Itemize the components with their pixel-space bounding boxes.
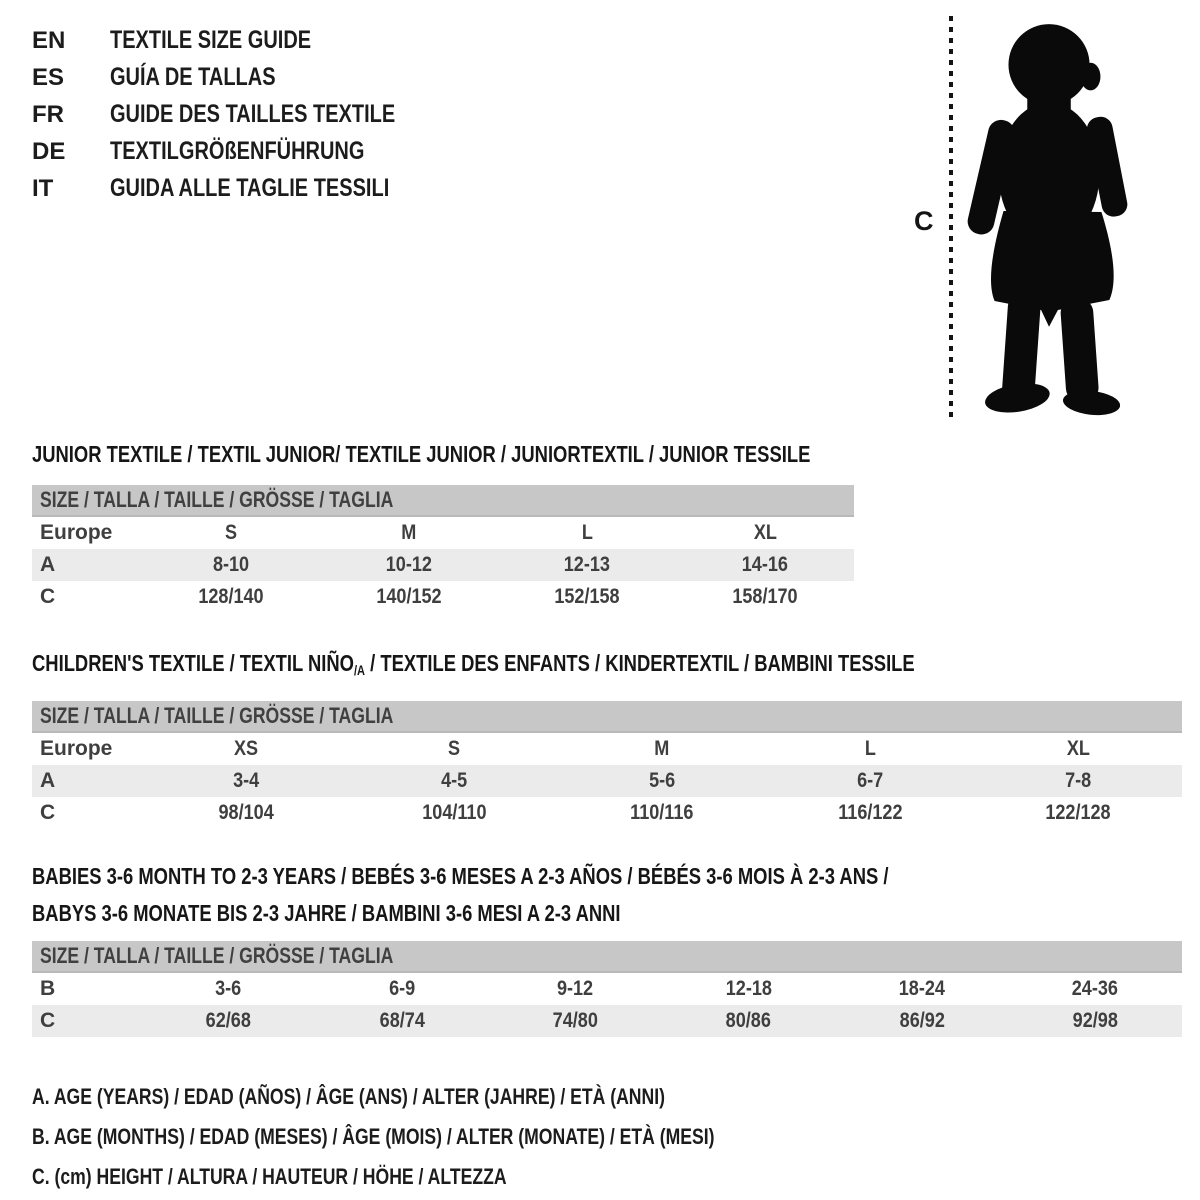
age-cell: 3-6 [215,976,242,1000]
language-row [32,133,1200,170]
age-cell: 4-5 [440,768,468,792]
language-list [32,22,1200,207]
table-row-height [32,1005,1182,1037]
height-cell: 140/152 [376,585,442,608]
size-cell: XL [1066,736,1090,760]
table-row-age [32,549,854,581]
guide-title-it: GUIDA ALLE TAGLIE TESSILI [110,174,390,202]
section-junior-textile [32,441,1200,613]
height-cell: 122/128 [1045,800,1111,824]
junior-size-table [32,485,854,613]
size-cell: M [401,521,417,544]
height-cell: 86/92 [899,1008,945,1032]
size-cell: L [581,521,593,544]
babies-size-table [32,941,1182,1037]
table-row-age-months [32,973,1182,1005]
height-cell: 116/122 [837,800,903,824]
height-cell: 128/140 [198,585,264,608]
language-row [32,59,1200,96]
row-label: A [40,553,56,576]
age-cell: 3-4 [232,768,260,792]
guide-title-es: GUÍA DE TALLAS [110,63,276,91]
children-heading: CHILDREN'S TEXTILE / TEXTIL $NIÑO_{/A}$ / TEXTILE DES ENFANTS / KINDERTEXTIL / BAMBINI TESSILE [32,650,915,678]
row-label: A [40,768,56,792]
table-row-height [32,797,1182,829]
age-cell: 10-12 [385,553,433,576]
age-cell: 18-24 [898,976,946,1000]
children-size-table [32,701,1182,829]
age-cell: 8-10 [212,553,250,576]
height-cell: 68/74 [379,1008,425,1032]
age-cell: 6-7 [856,768,884,792]
age-cell: 9-12 [557,976,594,1000]
guide-title-en: TEXTILE SIZE GUIDE [110,26,312,54]
size-cell: M [654,736,670,760]
size-cell: S [224,521,238,544]
table-row-height [32,581,854,613]
table-row-europe [32,733,1182,765]
size-table-header: SIZE / TALLA / TAILLE / GRÖSSE / TAGLIA [32,485,854,517]
height-cell: 110/116 [630,800,694,824]
height-cell: 158/170 [732,585,798,608]
language-row [32,96,1200,133]
age-cell: 24-36 [1072,976,1119,1000]
height-cell: 98/104 [218,800,274,824]
legend-line-c: C. (cm) HEIGHT / ALTURA / HAUTEUR / HÖHE / ALTEZZA [32,1163,507,1189]
height-cell: 74/80 [552,1008,598,1032]
legend-line-a: A. AGE (YEARS) / EDAD (AÑOS) / ÂGE (ANS) / ALTER (JAHRE) / ETÀ (ANNI) [32,1083,665,1109]
size-cell: XS [233,736,259,760]
row-label: C [40,800,56,824]
age-cell: 12-13 [563,553,611,576]
language-code: FR [32,101,64,128]
section-childrens-textile [32,650,1200,829]
language-code: IT [32,175,54,202]
row-label: C [40,585,56,608]
height-cell: 92/98 [1072,1008,1118,1032]
row-label: B [40,976,56,1000]
size-cell: S [447,736,461,760]
row-label: Europe [40,521,113,544]
height-cell: 104/110 [421,800,487,824]
table-row-age [32,765,1182,797]
language-row [32,22,1200,59]
babies-heading: BABIES 3-6 MONTH TO 2-3 YEARS / BEBÉS 3-6 MESES A 2-3 AÑOS / BÉBÉS 3-6 MOIS À 2-3 ANS / BABYS 3-6 MONATE BIS 2-3 JAHRE / BAMBINI 3-6 MESI A 2-3 ANNI [32,862,889,926]
age-cell: 6-9 [388,976,416,1000]
height-cell: 152/158 [554,585,620,608]
guide-title-fr: GUIDE DES TAILLES TEXTILE [110,100,396,128]
language-row [32,170,1200,207]
age-cell: 12-18 [725,976,772,1000]
section-babies-textile [32,858,1200,1037]
row-label: C [40,1008,56,1032]
height-cell: 80/86 [726,1008,772,1032]
language-code: EN [32,27,66,54]
size-cell: XL [753,521,777,544]
age-cell: 14-16 [741,553,789,576]
nino-a-subscript: /A [353,662,366,678]
junior-heading: JUNIOR TEXTILE / TEXTIL JUNIOR/ TEXTILE JUNIOR / JUNIORTEXTIL / JUNIOR TESSILE [32,441,811,467]
age-cell: 5-6 [648,768,676,792]
size-table-header: SIZE / TALLA / TAILLE / GRÖSSE / TAGLIA [32,701,1182,733]
guide-title-de: TEXTILGRÖßENFÜHRUNG [110,137,365,165]
age-cell: 7-8 [1064,768,1092,792]
row-label: Europe [40,736,113,760]
height-cell: 62/68 [206,1008,252,1032]
height-measure-label: C [914,206,934,236]
measurement-legend [32,1077,1200,1197]
size-table-header: SIZE / TALLA / TAILLE / GRÖSSE / TAGLIA [32,941,1182,973]
size-cell: L [864,736,876,760]
language-code: ES [32,64,65,91]
language-code: DE [32,138,66,165]
table-row-europe [32,517,854,549]
legend-line-b: B. AGE (MONTHS) / EDAD (MESES) / ÂGE (MOIS) / ALTER (MONATE) / ETÀ (MESI) [32,1123,715,1149]
